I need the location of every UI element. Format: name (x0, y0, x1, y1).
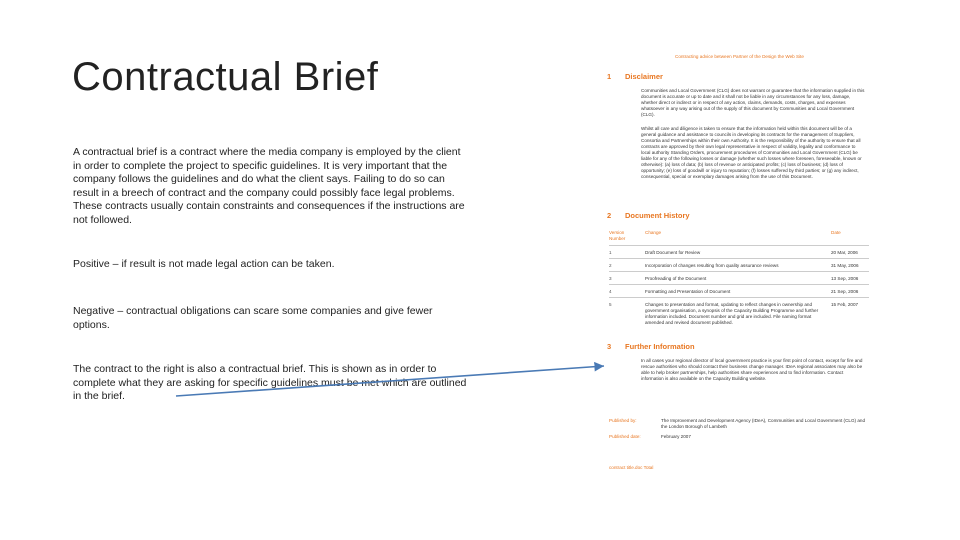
disclaimer-text-2: Whilst all care and diligence is taken to ensure that the information held within this document will be of a general guidance and assistance to councils in developing its contracts for the management of Suppliers, Consortia and Partnerships within their own Authority. It is the responsibility of the authority to ensure that all contracts are approved by their own legal representative in respect of validity, legality and conformance to local authority Standing Orders, procurement procedures of Communities and Local Government (CLG) be liable for any of the following losses or damage (whether such losses where foreseen, foreseeable, known or otherwise): (a) loss of data; (b) loss of revenue or anticipated profits; (c) loss of business; (d) loss of opportunity; (e) loss of goodwill or injury to reputation; (f) losses suffered by third parties; or (g) any indirect, consequential, special or exemplary damages arising from the use of this Document. (641, 126, 862, 179)
history-version: 2 (609, 263, 612, 268)
negative-paragraph: Negative – contractual obligations can scare some companies and give fewer options. (73, 305, 433, 331)
section-number: 2 (607, 211, 612, 220)
intro-paragraph: A contractual brief is a contract where the media company is employed by the client in order to complete the project to specific guidelines. It is very important that the company follows the guidelines and do what the client says. Failing to do so can result in a breech of contract and the company could possibly face legal problems. These contracts usually contain constraints and consequences if the instructions are not followed. (73, 146, 465, 226)
history-date: 21 Sep, 2006 (831, 289, 859, 294)
history-change: Formatting and Presentation of Document (645, 289, 731, 294)
history-version: 5 (609, 302, 612, 307)
history-header-change: Change (645, 230, 662, 235)
disclaimer-text-1: Communities and Local Government (CLG) does not warrant or guarantee that the information supplied in this document is accurate or up to date and it shall not be liable in any circumstances for any loss, damage, whether direct or indirect or in respect of any action, claims, demands, costs, charges, and expenses whatsoever in any way arising out of the supply of this document by Communities and Local Government (CLG). (641, 88, 865, 117)
document-footer: contract title.doc Total (609, 465, 654, 470)
section-title: Document History (625, 211, 690, 220)
history-date: 31 May, 2006 (831, 263, 859, 268)
slide-title: Contractual Brief (72, 55, 379, 99)
published-date-label: Published date: (609, 434, 641, 439)
history-date: 13 Sep, 2006 (831, 276, 859, 281)
published-date-value: February 2007 (661, 434, 691, 439)
contract-note-paragraph: The contract to the right is also a contractual brief. This is shown as in order to complete what they are asking for specific guidelines must be met which are outlined in the brief. (73, 363, 467, 402)
history-date: 20 Mar, 2006 (831, 250, 858, 255)
history-header-date: Date (831, 230, 841, 235)
history-version: 3 (609, 276, 612, 281)
document-header: Contracting advice between Partner of the Design the Web Site (675, 54, 804, 59)
history-header-version: Version Number (609, 230, 626, 241)
section-title: Further Information (625, 342, 695, 351)
history-version: 4 (609, 289, 612, 294)
section-number: 3 (607, 342, 612, 351)
positive-paragraph: Positive – if result is not made legal action can be taken. (73, 258, 335, 270)
history-change: Changes to presentation and format, updating to reflect changes in ownership and government organisation, a synopsis of the Capacity Building Programme and further information included. Document number and grid are included. File naming format amended and revised document published. (645, 302, 819, 325)
history-change: Proofreading of the Document (645, 276, 707, 281)
history-date: 15 Feb, 2007 (831, 302, 859, 307)
published-by-value: The Improvement and Development Agency (IDeA), Communities and Local Government (CLG) and the London Borough of Lambeth (661, 418, 866, 429)
section-number: 1 (607, 72, 612, 81)
history-change: Draft Document for Review (645, 250, 701, 255)
published-by-label: Published by: (609, 418, 637, 423)
section-title: Disclaimer (625, 72, 663, 81)
history-change: Incorporation of changes resulting from quality assurance reviews (645, 263, 779, 268)
history-version: 1 (609, 250, 612, 255)
further-info-text: In all cases your regional director of local government practice is your first point of contact, except for fire and rescue authorities who should contact their business change manager. IDeA regional associates may also be able to help broker partnerships, help authorities share experiences and to find information. Contact information is also available on the Capacity Building website. (641, 358, 863, 381)
